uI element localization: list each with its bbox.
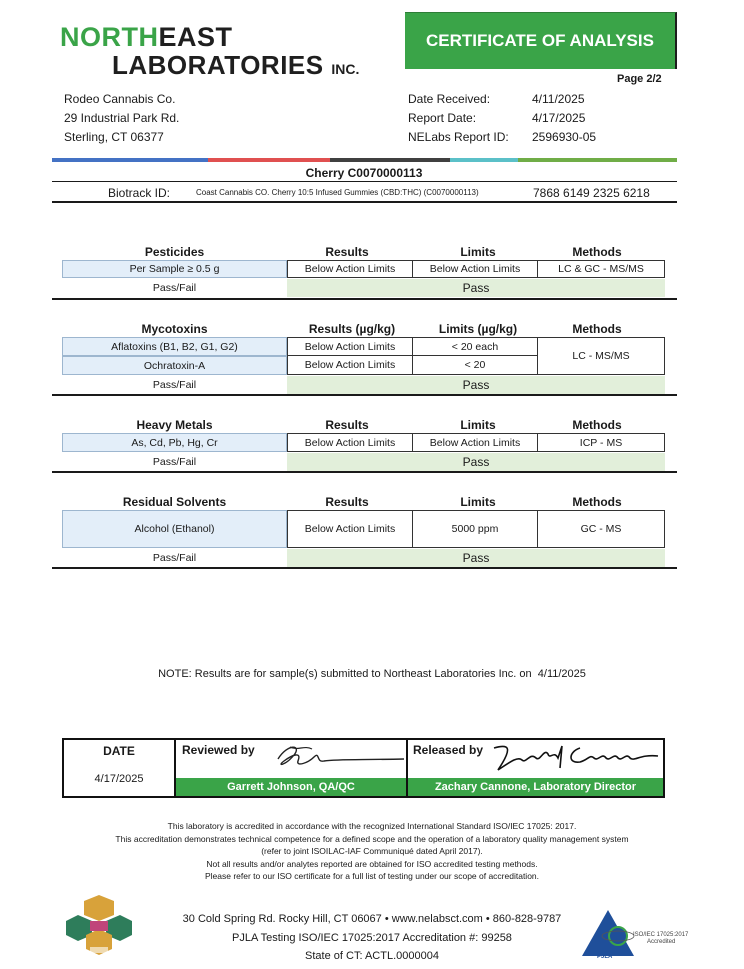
passfail-label: Pass/Fail xyxy=(152,552,197,564)
page-number: Page 2/2 xyxy=(617,73,662,85)
mycotoxins-header: Mycotoxins xyxy=(141,321,208,336)
passfail-label: Pass/Fail xyxy=(152,282,197,294)
released-column xyxy=(408,740,663,796)
accreditation-text xyxy=(0,820,744,883)
limit-cell: Below Action Limits xyxy=(413,433,538,452)
client-name: Rodeo Cannabis Co. xyxy=(64,92,176,106)
methods-header: Methods xyxy=(572,244,622,259)
limit-cell: < 20 xyxy=(413,356,538,375)
color-bar-green xyxy=(518,158,677,162)
limits-header: Limits (µg/kg) xyxy=(438,321,518,336)
report-id-label: NELabs Report ID: xyxy=(408,130,509,144)
report-date-label: Report Date: xyxy=(408,111,477,125)
note: NOTE: Results are for sample(s) submitted to Northeast Laboratories Inc. on 4/11/2025 xyxy=(158,668,586,680)
analyte-cell: Aflatoxins (B1, B2, G1, G2) xyxy=(62,337,287,356)
methods-header: Methods xyxy=(572,321,622,336)
color-bar-teal xyxy=(450,158,518,162)
limit-cell: 5000 ppm xyxy=(413,510,538,548)
report-date: 4/17/2025 xyxy=(532,111,586,125)
reviewed-column xyxy=(176,740,408,796)
footer-pjla: PJLA Testing ISO/IEC 17025:2017 Accreditation #: 99258 xyxy=(232,932,512,944)
accreditation-line: (refer to joint ISOILAC-IAF Communiqué dated April 2017). xyxy=(261,846,483,856)
divider xyxy=(52,394,677,396)
results-header: Results (µg/kg) xyxy=(308,321,396,336)
divider xyxy=(52,298,677,300)
pesticides-section xyxy=(52,243,677,301)
reviewer-signature-icon xyxy=(268,741,408,773)
passfail-label: Pass/Fail xyxy=(152,456,197,468)
color-bar-red xyxy=(208,158,330,162)
date-received-label: Date Received: xyxy=(408,92,491,106)
color-bar-blue xyxy=(52,158,208,162)
limits-header: Limits xyxy=(460,244,496,259)
biotrack-label: Biotrack ID: xyxy=(108,186,171,200)
limit-cell: Below Action Limits xyxy=(413,260,538,278)
signature-table xyxy=(62,738,665,798)
pjla-badge-line: Accredited xyxy=(647,939,676,945)
result-cell: Below Action Limits xyxy=(287,510,413,548)
residual-solvents-header: Residual Solvents xyxy=(122,494,227,509)
released-label: Released by xyxy=(413,743,484,757)
logo-line2: LABORATORIES INC. xyxy=(112,50,360,80)
color-bar-dark xyxy=(330,158,450,162)
accreditation-line: This accreditation demonstrates technical competence for a defined scope and the operation of a laboratory quality management system xyxy=(115,833,629,844)
results-header: Results xyxy=(325,417,369,432)
logo-line1: NORTHEAST xyxy=(60,22,233,52)
passfail-result: Pass xyxy=(287,279,665,297)
analyte-cell: Per Sample ≥ 0.5 g xyxy=(62,260,287,278)
heavy-metals-header: Heavy Metals xyxy=(136,417,213,432)
footer-address: 30 Cold Spring Rd. Rocky Hill, CT 06067 • www.nelabsct.com • 860-828-9787 xyxy=(182,913,562,925)
method-cell: GC - MS xyxy=(538,510,665,548)
client-city: Sterling, CT 06377 xyxy=(64,130,164,144)
analyte-cell: Ochratoxin-A xyxy=(62,356,287,375)
biotrack-description: Coast Cannabis CO. Cherry 10:5 Infused Gummies (CBD:THC) (C0070000113) xyxy=(196,188,479,197)
method-cell: ICP - MS xyxy=(538,433,665,452)
result-cell: Below Action Limits xyxy=(287,356,413,375)
analyte-cell: As, Cd, Pb, Hg, Cr xyxy=(62,433,287,452)
accreditation-line: This laboratory is accredited in accordance with the recognized International Standard ISO/IEC 17025: 2017. xyxy=(167,821,577,831)
passfail-result: Pass xyxy=(287,453,665,471)
pesticides-header: Pesticides xyxy=(144,244,205,259)
residual-solvents-section xyxy=(52,493,677,573)
client-street: 29 Industrial Park Rd. xyxy=(64,111,180,125)
date-received: 4/11/2025 xyxy=(532,92,585,106)
divider xyxy=(52,181,677,182)
method-cell: LC & GC - MS/MS xyxy=(538,260,665,278)
analyte-cell: Alcohol (Ethanol) xyxy=(62,510,287,548)
pjla-badge-line: ISO/IEC 17025:2017 xyxy=(633,932,689,938)
limits-header: Limits xyxy=(460,417,496,432)
coa-title: CERTIFICATE OF ANALYSIS xyxy=(405,12,677,69)
pjla-badge-text xyxy=(633,932,688,946)
releaser-signature-icon xyxy=(488,740,663,780)
report-id: 2596930-05 xyxy=(532,130,597,144)
divider xyxy=(52,201,677,203)
accreditation-line: Please refer to our ISO certificate for a full list of testing under our scope of accreditation. xyxy=(204,871,540,881)
biotrack-id: 7868 6149 2325 6218 xyxy=(533,186,650,200)
methods-header: Methods xyxy=(572,417,622,432)
divider xyxy=(52,471,677,473)
pjla-logo-text: PJLA xyxy=(597,954,613,960)
releaser-name: Zachary Cannone, Laboratory Director xyxy=(408,778,663,796)
divider xyxy=(52,567,677,569)
mycotoxins-section xyxy=(52,320,677,398)
reviewed-label: Reviewed by xyxy=(182,743,255,757)
passfail-result: Pass xyxy=(287,549,665,567)
passfail-label: Pass/Fail xyxy=(152,379,197,391)
methods-header: Methods xyxy=(572,494,622,509)
signature-date: 4/17/2025 xyxy=(94,773,144,785)
reviewer-name: Garrett Johnson, QA/QC xyxy=(176,778,406,796)
limit-cell: < 20 each xyxy=(413,337,538,356)
date-column xyxy=(64,740,176,796)
results-header: Results xyxy=(325,494,369,509)
results-header: Results xyxy=(325,244,369,259)
date-label: DATE xyxy=(103,744,135,758)
method-cell: LC - MS/MS xyxy=(538,337,665,375)
result-cell: Below Action Limits xyxy=(287,433,413,452)
result-cell: Below Action Limits xyxy=(287,260,413,278)
result-cell: Below Action Limits xyxy=(287,337,413,356)
sample-title: Cherry C0070000113 xyxy=(305,166,423,180)
accreditation-line: Not all results and/or analytes reported are obtained for ISO accredited testing methods. xyxy=(206,858,538,869)
limits-header: Limits xyxy=(460,494,496,509)
passfail-result: Pass xyxy=(287,376,665,394)
heavy-metals-section xyxy=(52,416,677,474)
footer-state: State of CT: ACTL.0000004 xyxy=(305,950,439,962)
